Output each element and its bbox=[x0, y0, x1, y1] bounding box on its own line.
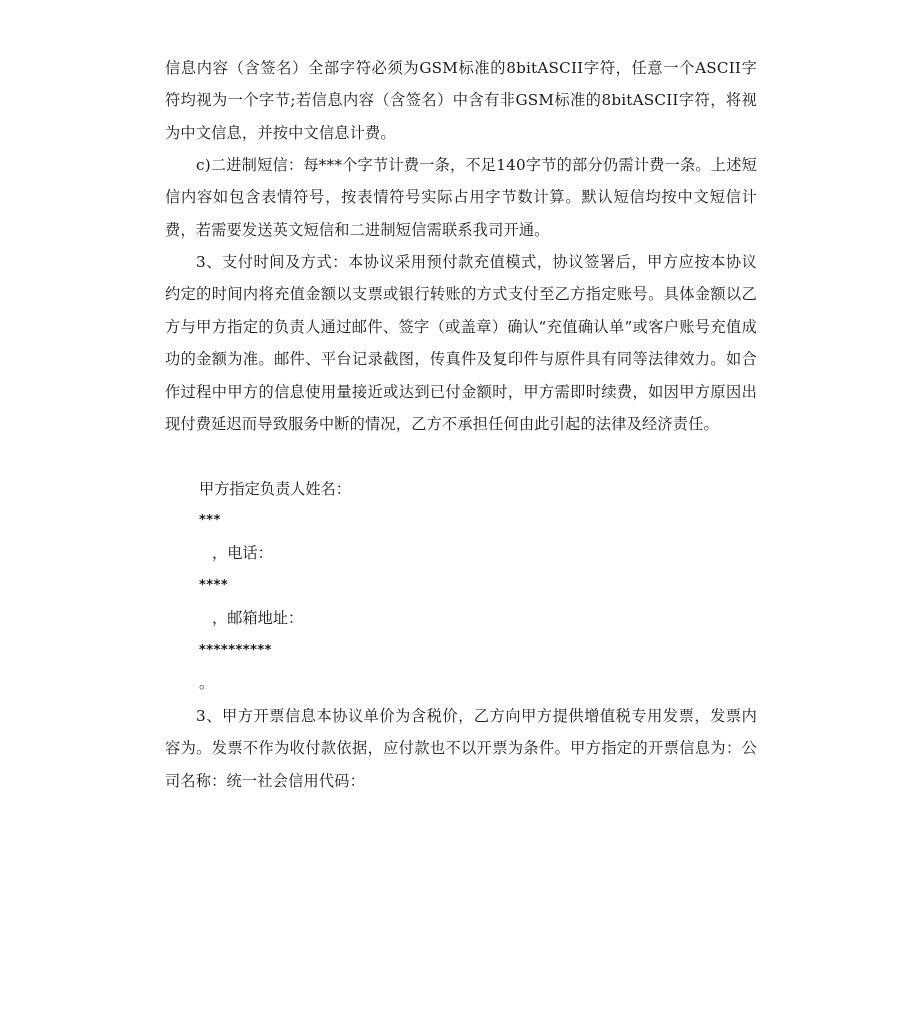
contact-phone-value: **** bbox=[199, 578, 229, 593]
contact-email-value: ********** bbox=[199, 643, 272, 658]
contact-email-label: ，邮箱地址： bbox=[212, 609, 304, 627]
contact-name-value: *** bbox=[199, 513, 221, 528]
paragraph-binary-sms: c)二进制短信：每***个字节计费一条，不足140字节的部分仍需计费一条。上述短信内容如包含表情符号，按表情符号实际占用字节数计算。默认短信均按中文短信计费，若需要发送英文短信和二进制短信需联系我司开通。 bbox=[165, 156, 757, 239]
contact-name-label: 甲方指定负责人姓名： bbox=[199, 480, 351, 498]
paragraph-invoice-info: 3、甲方开票信息本协议单价为含税价，乙方向甲方提供增值税专用发票，发票内容为。发票不作为收付款依据，应付款也不以开票为条件。甲方指定的开票信息为：公司名称：统一社会信用代码： bbox=[165, 707, 757, 790]
paragraph-gsm-rule: 信息内容（含签名）全部字符必须为GSM标准的8bitASCII字符，任意一个ASCII字符均视为一个字节;若信息内容（含签名）中含有非GSM标准的8bitASCII字符，将视为中文信息，并按中文信息计费。 bbox=[165, 59, 757, 142]
contact-end-mark: 。 bbox=[199, 674, 215, 692]
paragraph-payment-terms: 3、支付时间及方式：本协议采用预付款充值模式，协议签署后，甲方应按本协议约定的时间内将充值金额以支票或银行转账的方式支付至乙方指定账号。具体金额以乙方与甲方指定的负责人通过邮件、签字（或盖章）确认“充值确认单”或客户账号充值成功的金额为准。邮件、平台记录截图，传真件及复印件与原件具有同等法律效力。如合作过程中甲方的信息使用量接近或达到已付金额时，甲方需即时续费，如因甲方原因出现付费延迟而导致服务中断的情况，乙方不承担任何由此引起的法律及经济责任。 bbox=[165, 253, 757, 434]
contact-phone-label: ，电话： bbox=[212, 544, 273, 562]
